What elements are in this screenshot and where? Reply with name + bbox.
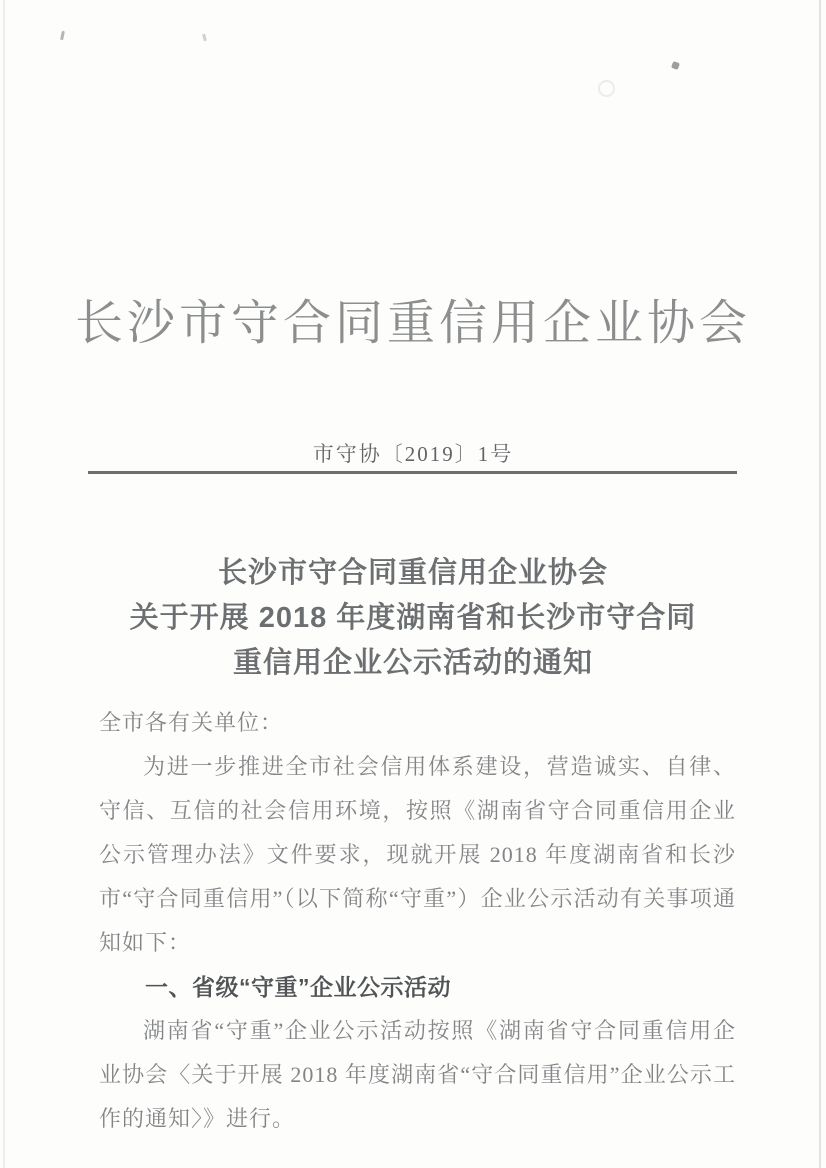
paragraph-section-1: 湖南省“守重”企业公示活动按照《湖南省守合同重信用企业协会〈关于开展 2018 年度湖南省“守合同重信用”企业公示工作的通知〉》进行。	[99, 1018, 736, 1131]
notice-title-line-3: 重信用企业公示活动的通知	[232, 647, 593, 679]
scan-speck	[202, 34, 207, 42]
letterhead-title: 长沙市守合同重信用企业协会	[74, 297, 751, 350]
scan-speck	[60, 31, 65, 40]
paragraph-intro: 为进一步推进全市社会信用体系建设，营造诚实、自律、守信、互信的社会信用环境，按照《湖南省守合同重信用企业公示管理办法》文件要求，现就开展 2018 年度湖南省和长沙市“守合同重信用”（以下简称“守重”）企业公示活动有关事项通知如下：	[99, 754, 736, 955]
letterhead-divider-line	[88, 471, 737, 474]
section-1-heading: 一、省级“守重”企业公示活动	[145, 974, 451, 1000]
scan-speck	[671, 61, 680, 70]
notice-title-line-1: 长沙市守合同重信用企业协会	[217, 557, 608, 589]
document-body	[99, 701, 736, 1141]
document-number: 市守协〔2019〕1号	[312, 442, 514, 466]
scan-speck	[598, 80, 615, 97]
salutation: 全市各有关单位：	[99, 710, 284, 735]
notice-title-line-2: 关于开展 2018 年度湖南省和长沙市守合同	[129, 602, 697, 634]
notice-title	[0, 551, 826, 686]
